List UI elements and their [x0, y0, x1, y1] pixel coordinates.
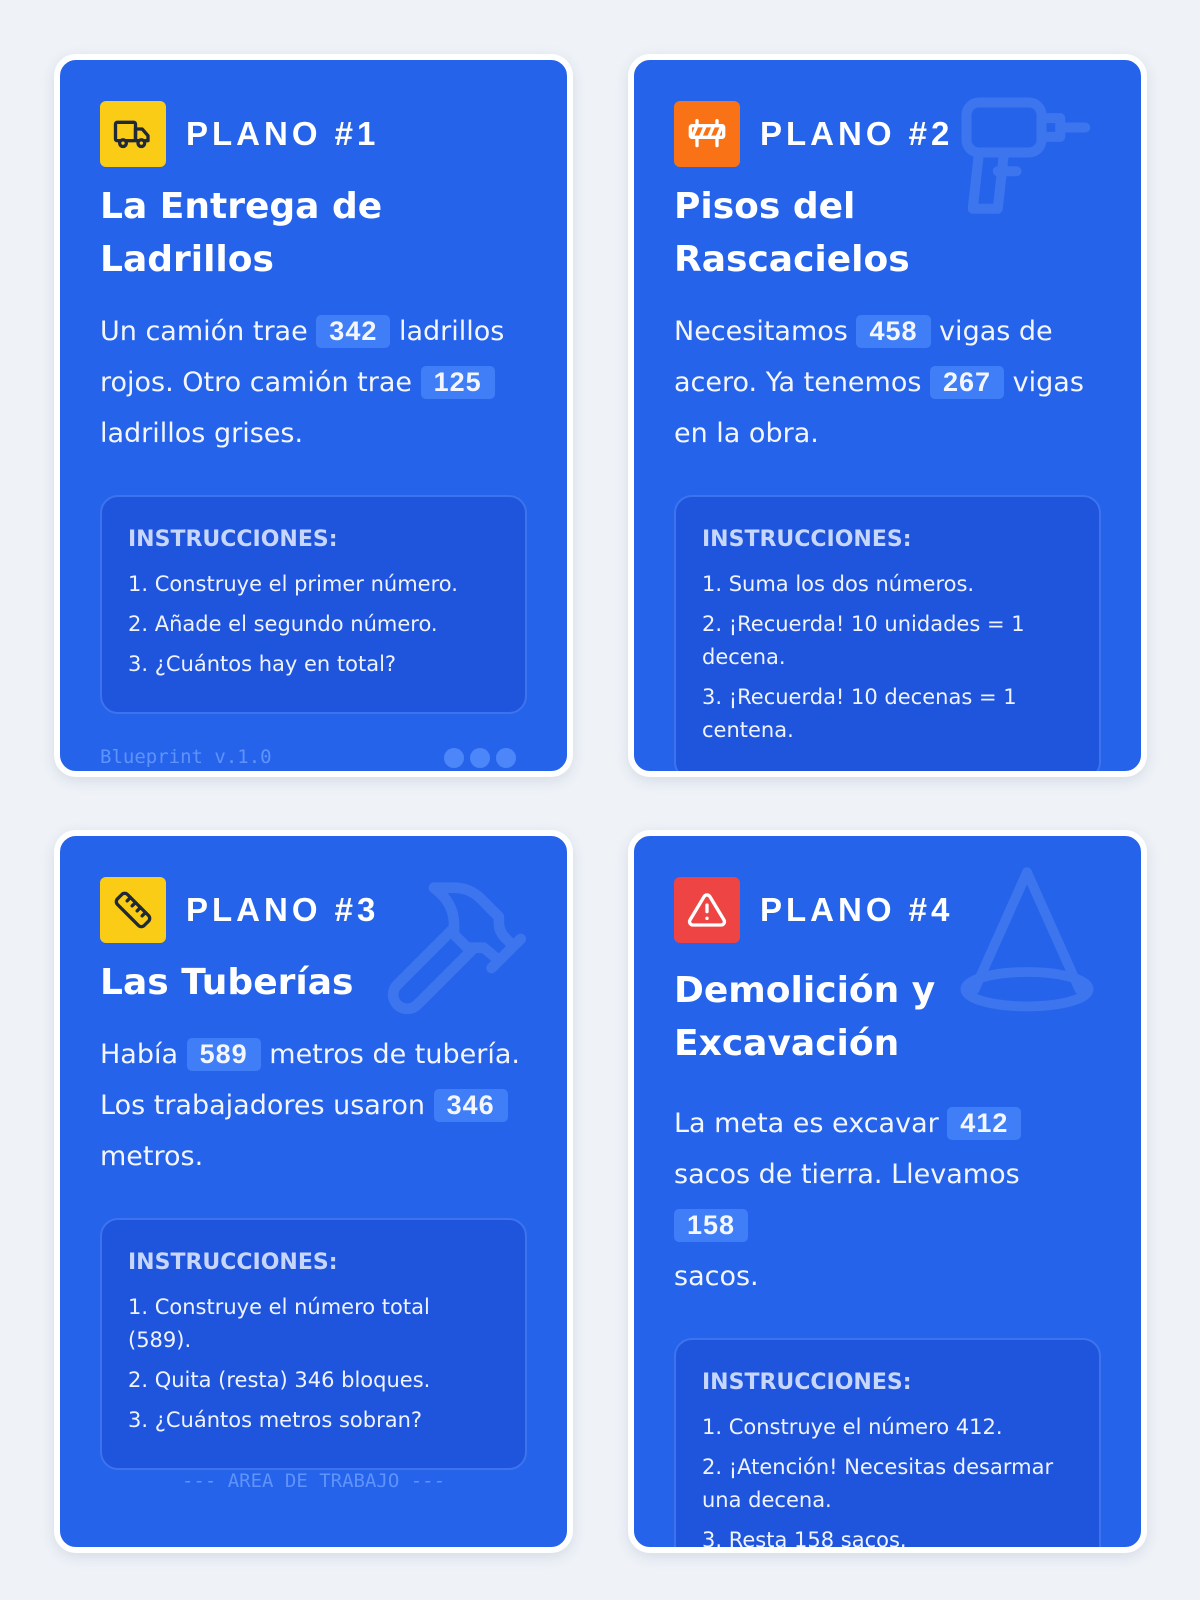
instruction-step: 3. Resta 158 sacos.: [702, 1528, 907, 1552]
blueprint-version: Blueprint v.1.0: [100, 746, 272, 768]
instructions-title: INSTRUCCIONES:: [128, 1250, 338, 1275]
instructions-panel: [674, 1338, 1101, 1553]
instruction-step: 2. ¡Atención! Necesitas desarmar una decena.: [702, 1455, 1054, 1512]
work-area-label: --- AREA DE TRABAJO ---: [181, 1470, 446, 1492]
card-title: La Entrega de Ladrillos: [100, 186, 383, 280]
instruction-step: 3. ¿Cuántos metros sobran?: [128, 1408, 423, 1432]
instruction-step: 3. ¿Cuántos hay en total?: [128, 652, 397, 676]
number-chip: 125: [421, 366, 495, 399]
instructions-title: INSTRUCCIONES:: [702, 1370, 912, 1395]
plan-label: PLANO #1: [186, 115, 380, 152]
number-chip: 342: [316, 315, 390, 348]
instructions-panel: [100, 1218, 527, 1470]
number-chip: 589: [187, 1038, 261, 1071]
problem-text: Un camión trae 342 ladrillos rojos. Otro camión trae 125 ladrillos grises.: [100, 316, 505, 449]
number-chip: 267: [930, 366, 1004, 399]
instruction-step: 1. Construye el primer número.: [128, 572, 458, 596]
instructions-title: INSTRUCCIONES:: [702, 527, 912, 552]
problem-card-3: [54, 830, 573, 1553]
card-title: Demolición y Excavación: [674, 970, 936, 1064]
decoration-dots: [444, 748, 516, 768]
number-chip: 346: [434, 1089, 508, 1122]
instructions-panel: [674, 495, 1101, 777]
card-header: [100, 876, 527, 944]
instruction-step: 1. Construye el número 412.: [702, 1415, 1003, 1439]
instructions-title: INSTRUCCIONES:: [128, 527, 338, 552]
problem-text: Había 589 metros de tubería. Los trabajadores usaron 346 metros.: [100, 1039, 520, 1172]
plan-label: PLANO #3: [186, 891, 380, 928]
card-header: [674, 100, 1101, 168]
warning-icon: [674, 877, 740, 943]
plan-label: PLANO #2: [760, 115, 954, 152]
card-title: Las Tuberías: [100, 962, 354, 1003]
instruction-step: 2. ¡Recuerda! 10 unidades = 1 decena.: [702, 612, 1025, 669]
card-title: Pisos del Rascacielos: [674, 186, 910, 280]
instruction-step: 2. Quita (resta) 346 bloques.: [128, 1368, 431, 1392]
number-chip: 458: [856, 315, 930, 348]
instructions-panel: [100, 495, 527, 714]
instruction-step: 1. Construye el número total (589).: [128, 1295, 430, 1352]
card-header: [674, 876, 1101, 944]
problem-text: La meta es excavar 412 sacos de tierra. Llevamos 158 sacos.: [674, 1108, 1020, 1292]
instruction-step: 3. ¡Recuerda! 10 decenas = 1 centena.: [702, 685, 1017, 742]
instruction-step: 2. Añade el segundo número.: [128, 612, 438, 636]
problem-card-2: [628, 54, 1147, 777]
ruler-icon: [100, 877, 166, 943]
barrier-icon: [674, 101, 740, 167]
problem-card-1: [54, 54, 573, 777]
number-chip: 412: [947, 1107, 1021, 1140]
plan-label: PLANO #4: [760, 891, 954, 928]
instruction-step: 1. Suma los dos números.: [702, 572, 975, 596]
problem-card-4: [628, 830, 1147, 1553]
number-chip: 158: [674, 1209, 748, 1242]
truck-icon: [100, 101, 166, 167]
card-header: [100, 100, 527, 168]
problem-text: Necesitamos 458 vigas de acero. Ya tenemos 267 vigas en la obra.: [674, 316, 1084, 449]
